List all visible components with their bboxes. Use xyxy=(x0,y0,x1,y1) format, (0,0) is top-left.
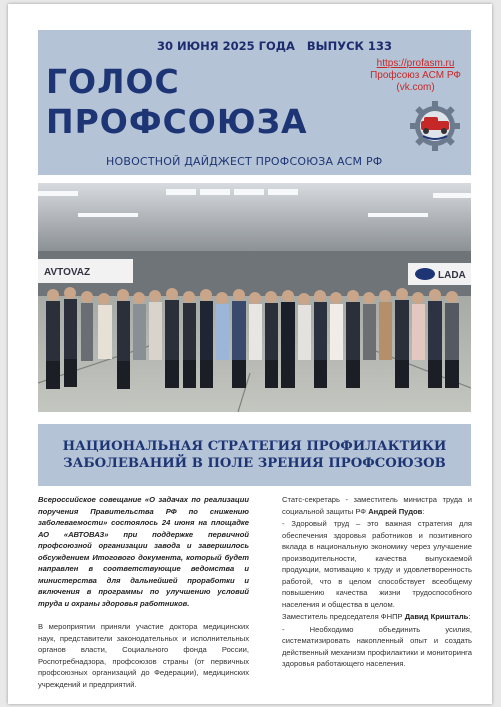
quote-pudov-text: - Здоровый труд – это важная стратегия для обеспечения здоровья работников и позитивного вклада в национальную экономику через улучшение производительности, качества выпускаемой продукции, мотивацию к труду и удовлетворенность работой, что в целом способствует всеобщему повышению качества жизни трудоспособного населения и общества в целом. xyxy=(282,519,472,609)
quote-krishtal-text: - Необходимо объединить усилия, систематизировать накопленный опыт и создать действенный механизм профилактики и мониторинга здоровья работающего населения. xyxy=(282,624,472,668)
backdrop-avtovaz-text: AVTOVAZ xyxy=(44,267,91,278)
newsletter-page xyxy=(8,4,492,704)
newsletter-title xyxy=(46,62,308,142)
quote-krishtal-name: Давид Кришталь xyxy=(404,612,469,621)
article-headline: НАЦИОНАЛЬНАЯ СТРАТЕГИЯ ПРОФИЛАКТИКИ ЗАБОЛЕВАНИЙ В ПОЛЕ ЗРЕНИЯ ПРОФСОЮЗОВ xyxy=(62,439,447,471)
masthead xyxy=(38,30,471,175)
issue-number: ВЫПУСК 133 xyxy=(306,39,392,53)
issue-line xyxy=(38,39,471,53)
website-link[interactable]: https://profasm.ru xyxy=(376,58,455,69)
article-paragraph-1: В мероприятии приняли участие доктора медицинских наук, представители законодательных и исполнительных органов власти, Социального фонда России, Роспотребнадзора, профсоюзов страны (от первичных профсоюзных организаций до Федерации), медицинских учреждений и предприятий. xyxy=(38,622,249,689)
title-line-2: ПРОФСОЮЗА xyxy=(46,102,308,141)
group-photo xyxy=(38,183,471,412)
article-headline-box xyxy=(38,424,471,486)
issue-date: 30 ИЮНЯ 2025 ГОДА xyxy=(157,39,295,53)
vk-link[interactable]: (vk.com) xyxy=(396,82,435,93)
masthead-links xyxy=(370,58,461,94)
title-line-1: ГОЛОС xyxy=(46,62,180,101)
quote-krishtal-colon: : xyxy=(468,612,471,621)
quote-pudov-intro xyxy=(282,494,472,517)
article-lead: Всероссийское совещание «О задачах по реализации поручения Правительства РФ по снижению заболеваемости» состоялось 24 июня на площадке АО «АВТОВАЗ» при поддержке первичной профсоюзной организации завода и завершилось обсуждением Итогового документа, который будет направлен в соответствующие ведомства и министерства для дальнейшей проработки и включения в программы по улучшению условий труда и охраны здоровья работников. xyxy=(38,495,249,608)
union-gear-emblem-icon xyxy=(409,100,461,152)
quote-pudov-name: Андрей Пудов xyxy=(368,506,423,516)
article-column-left xyxy=(38,494,249,691)
org-label: Профсоюз АСМ РФ xyxy=(370,70,461,81)
quote-pudov-colon: : xyxy=(422,506,425,516)
quote-pudov-role: Статс-секретарь - заместитель министра труда и социальной защиты РФ xyxy=(282,495,472,516)
quote-krishtal-intro xyxy=(282,611,472,623)
newsletter-subtitle: НОВОСТНОЙ ДАЙДЖЕСТ ПРОФСОЮЗА АСМ РФ xyxy=(106,155,383,168)
backdrop-lada-text: LADA xyxy=(438,270,466,281)
article-column-right xyxy=(282,494,472,671)
quote-krishtal-role: Заместитель председателя ФНПР xyxy=(282,612,405,621)
